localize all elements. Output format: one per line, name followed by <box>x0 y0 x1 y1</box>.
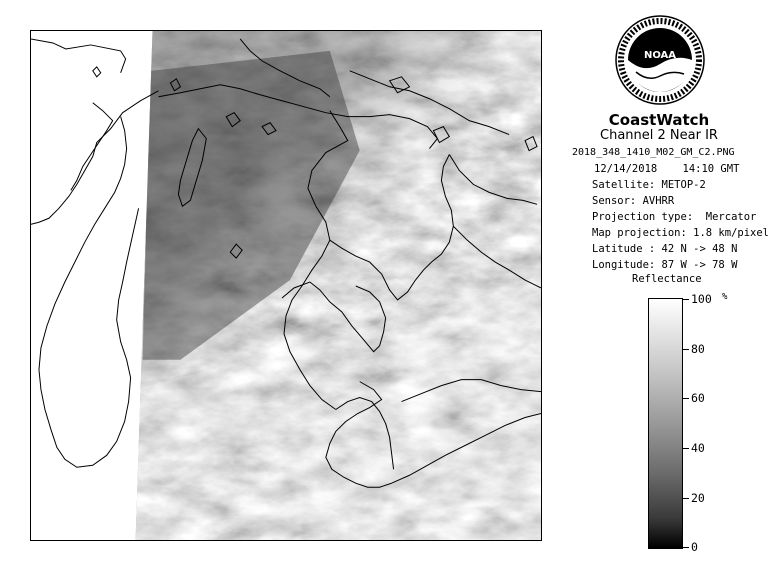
colorbar-tick <box>683 448 689 449</box>
satellite-map <box>30 30 542 541</box>
colorbar-unit: % <box>722 292 728 302</box>
svg-text:NOAA: NOAA <box>643 50 677 61</box>
colorbar-tick <box>683 547 689 548</box>
colorbar-tick <box>683 349 689 350</box>
colorbar-tick-label: 60 <box>691 391 705 405</box>
longitude-label: Longitude: 87 W -> 78 W <box>592 259 738 271</box>
brand-title: CoastWatch <box>608 111 710 129</box>
colorbar-title: Reflectance <box>632 273 702 285</box>
datetime-label: 12/14/2018 14:10 GMT <box>594 163 740 175</box>
colorbar-tick-label: 40 <box>691 441 705 455</box>
map-projection-label: Map projection: 1.8 km/pixel <box>592 227 770 239</box>
colorbar-tick <box>683 299 689 300</box>
colorbar-tick-label: 80 <box>691 342 705 356</box>
colorbar-tick <box>683 498 689 499</box>
sensor-label: Sensor: AVHRR <box>592 195 675 207</box>
filename-label: 2018_348_1410_M02_GM_C2.PNG <box>572 147 735 158</box>
product-title: Channel 2 Near IR <box>600 128 718 143</box>
latitude-label: Latitude : 42 N -> 48 N <box>592 243 738 255</box>
colorbar-tick <box>683 398 689 399</box>
satellite-image <box>31 31 541 540</box>
colorbar-tick-label: 0 <box>691 540 698 554</box>
colorbar-tick-label: 100 <box>691 292 712 306</box>
reflectance-colorbar <box>648 298 683 549</box>
satellite-label: Satellite: METOP-2 <box>592 179 706 191</box>
colorbar-tick-label: 20 <box>691 491 705 505</box>
projection-type-label: Projection type: Mercator <box>592 211 757 223</box>
noaa-logo-icon <box>614 14 706 106</box>
